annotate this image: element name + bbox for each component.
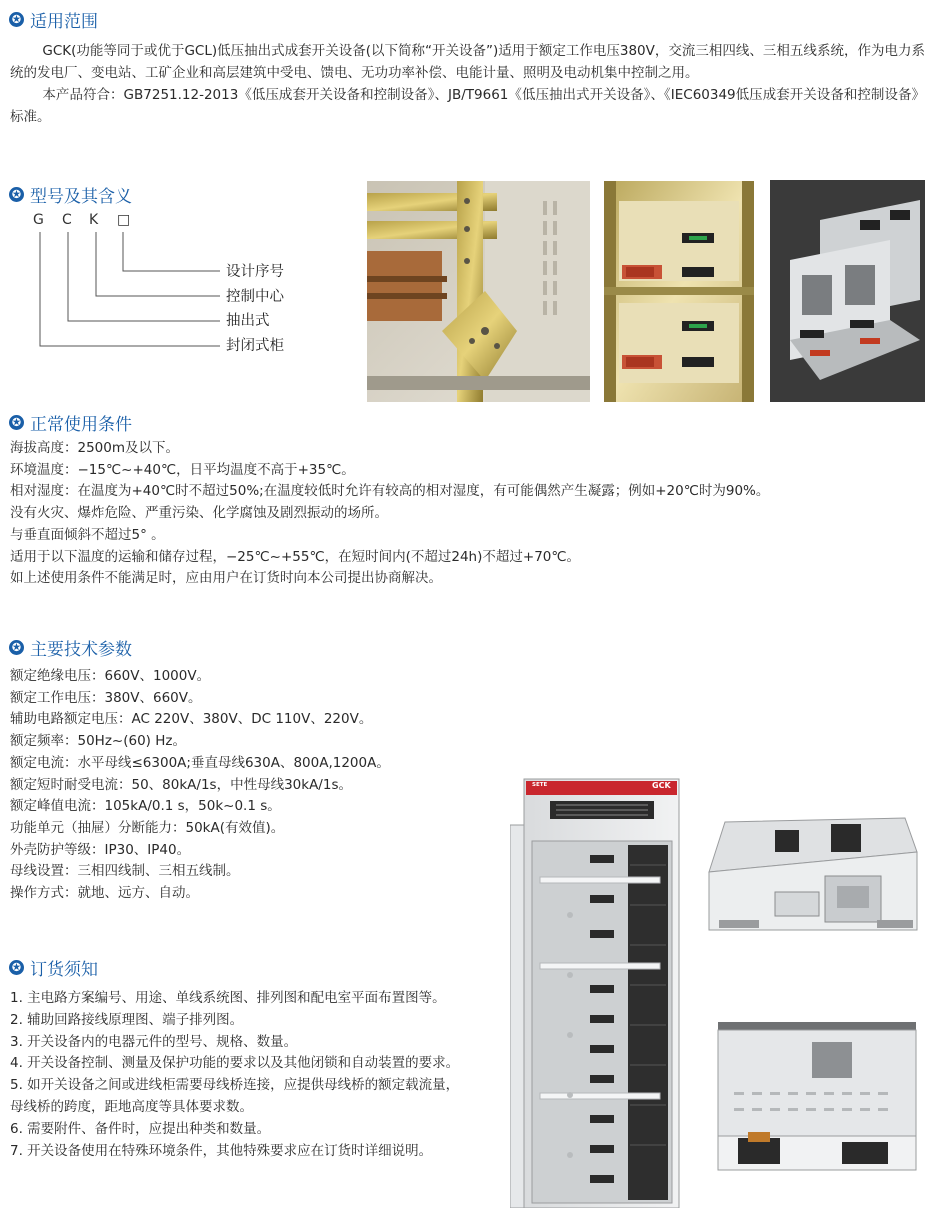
param-line: 操作方式：就地、远方、自动。	[10, 885, 199, 902]
param-line: 额定短时耐受电流：50、80kA/1s，中性母线30kA/1s。	[10, 776, 352, 793]
order-item: 2. 辅助回路接线原理图、端子排列图。	[10, 1011, 244, 1028]
param-line: 母线设置：三相四线制、三相五线制。	[10, 863, 240, 880]
condition-line: 环境温度：−15℃~+40℃，日平均温度不高于+35℃。	[10, 461, 355, 478]
drawer-units-photo	[770, 180, 925, 402]
star-icon: ✪	[9, 960, 24, 975]
cabinet-interior-photo	[604, 181, 754, 402]
model-letter-k: K	[89, 212, 99, 228]
order-item: 6. 需要附件、备件时，应提出种类和数量。	[10, 1120, 271, 1137]
heading-params-text: 主要技术参数	[30, 640, 132, 660]
model-letter-g: G	[33, 212, 44, 228]
heading-model-text: 型号及其含义	[30, 187, 132, 207]
scope-paragraph-1: GCK(功能等同于或优于GCL)低压抽出式成套开关设备(以下简称“开关设备”)适用于额定工作电压380V，交流三相四线、三相五线系统，作为电力系统的发电厂、变电站、工矿企业和高层建筑中受电、馈电、无功功率补偿、电能计量、照明及电动机集中控制之用。	[10, 43, 925, 81]
busbar-photo	[367, 181, 590, 402]
condition-line: 适用于以下温度的运输和储存过程，−25℃~+55℃，在短时间内(不超过24h)不超过+70℃。	[10, 548, 581, 565]
param-line: 额定电流：水平母线≤6300A;垂直母线630A、800A,1200A。	[10, 754, 390, 771]
ordering-list	[10, 988, 472, 1162]
model-label-enclosed: 封闭式柜	[226, 337, 284, 354]
star-icon: ✪	[9, 640, 24, 655]
heading-conditions-text: 正常使用条件	[30, 415, 132, 435]
condition-line: 相对湿度：在温度为+40℃时不超过50%;在温度较低时允许有较高的相对湿度，有可能偶然产生凝露；例如+20℃时为90%。	[10, 483, 770, 500]
order-item: 5. 如开关设备之间或进线柜需要母线桥连接，应提供母线桥的额定载流量，母线桥的跨度，距地高度等具体要求数。	[10, 1077, 460, 1115]
heading-params	[9, 635, 132, 660]
cabinet-brand: SETE	[532, 782, 548, 788]
condition-line: 与垂直面倾斜不超过5° 。	[10, 526, 165, 543]
star-icon: ✪	[9, 415, 24, 430]
heading-scope-text: 适用范围	[30, 12, 98, 32]
model-leader-lines	[0, 0, 240, 370]
heading-ordering	[9, 955, 98, 980]
condition-line: 如上述使用条件不能满足时，应由用户在订货时向本公司提出协商解决。	[10, 570, 442, 587]
order-item: 4. 开关设备控制、测量及保护功能的要求以及其他闭锁和自动装置的要求。	[10, 1055, 460, 1072]
condition-line: 没有火灾、爆炸危险、严重污染、化学腐蚀及剧烈振动的场所。	[10, 505, 388, 522]
order-item: 7. 开关设备使用在特殊环境条件，其他特殊要求应在订货时详细说明。	[10, 1142, 433, 1159]
condition-line: 海拔高度：2500m及以下。	[10, 440, 180, 456]
order-item: 1. 主电路方案编号、用途、单线系统图、排列图和配电室平面布置图等。	[10, 990, 446, 1006]
star-icon: ✪	[9, 187, 24, 202]
param-line: 额定工作电压：380V、660V。	[10, 689, 202, 706]
heading-conditions	[9, 410, 132, 435]
star-icon: ✪	[9, 12, 24, 27]
cabinet-model: GCK	[652, 781, 671, 790]
model-label-control-center: 控制中心	[226, 288, 284, 305]
params-list	[10, 666, 390, 905]
drawer-open-photo	[712, 1018, 922, 1198]
order-item: 3. 开关设备内的电器元件的型号、规格、数量。	[10, 1033, 298, 1050]
param-line: 外壳防护等级：IP30、IP40。	[10, 841, 191, 858]
drawer-front-photo	[705, 812, 920, 942]
conditions-list	[10, 438, 769, 590]
model-letter-c: C	[62, 212, 72, 228]
model-label-draw-out: 抽出式	[226, 313, 270, 330]
param-line: 额定频率：50Hz~(60) Hz。	[10, 733, 186, 750]
heading-ordering-text: 订货须知	[30, 960, 98, 980]
model-label-design-no: 设计序号	[226, 264, 284, 280]
gck-cabinet-photo	[510, 775, 700, 1208]
param-line: 功能单元（抽屉）分断能力：50kA(有效值)。	[10, 819, 285, 836]
param-line: 额定峰值电流：105kA/0.1 s，50k~0.1 s。	[10, 798, 281, 815]
param-line: 额定绝缘电压：660V、1000V。	[10, 668, 211, 684]
model-letter-box: □	[117, 212, 131, 228]
scope-paragraph-2: 本产品符合：GB7251.12-2013《低压成套开关设备和控制设备》、JB/T9661《低压抽出式开关设备》、《IEC60349低压成套开关设备和控制设备》标准。	[10, 87, 925, 125]
model-meanings	[226, 260, 284, 358]
param-line: 辅助电路额定电压：AC 220V、380V、DC 110V、220V。	[10, 711, 373, 728]
